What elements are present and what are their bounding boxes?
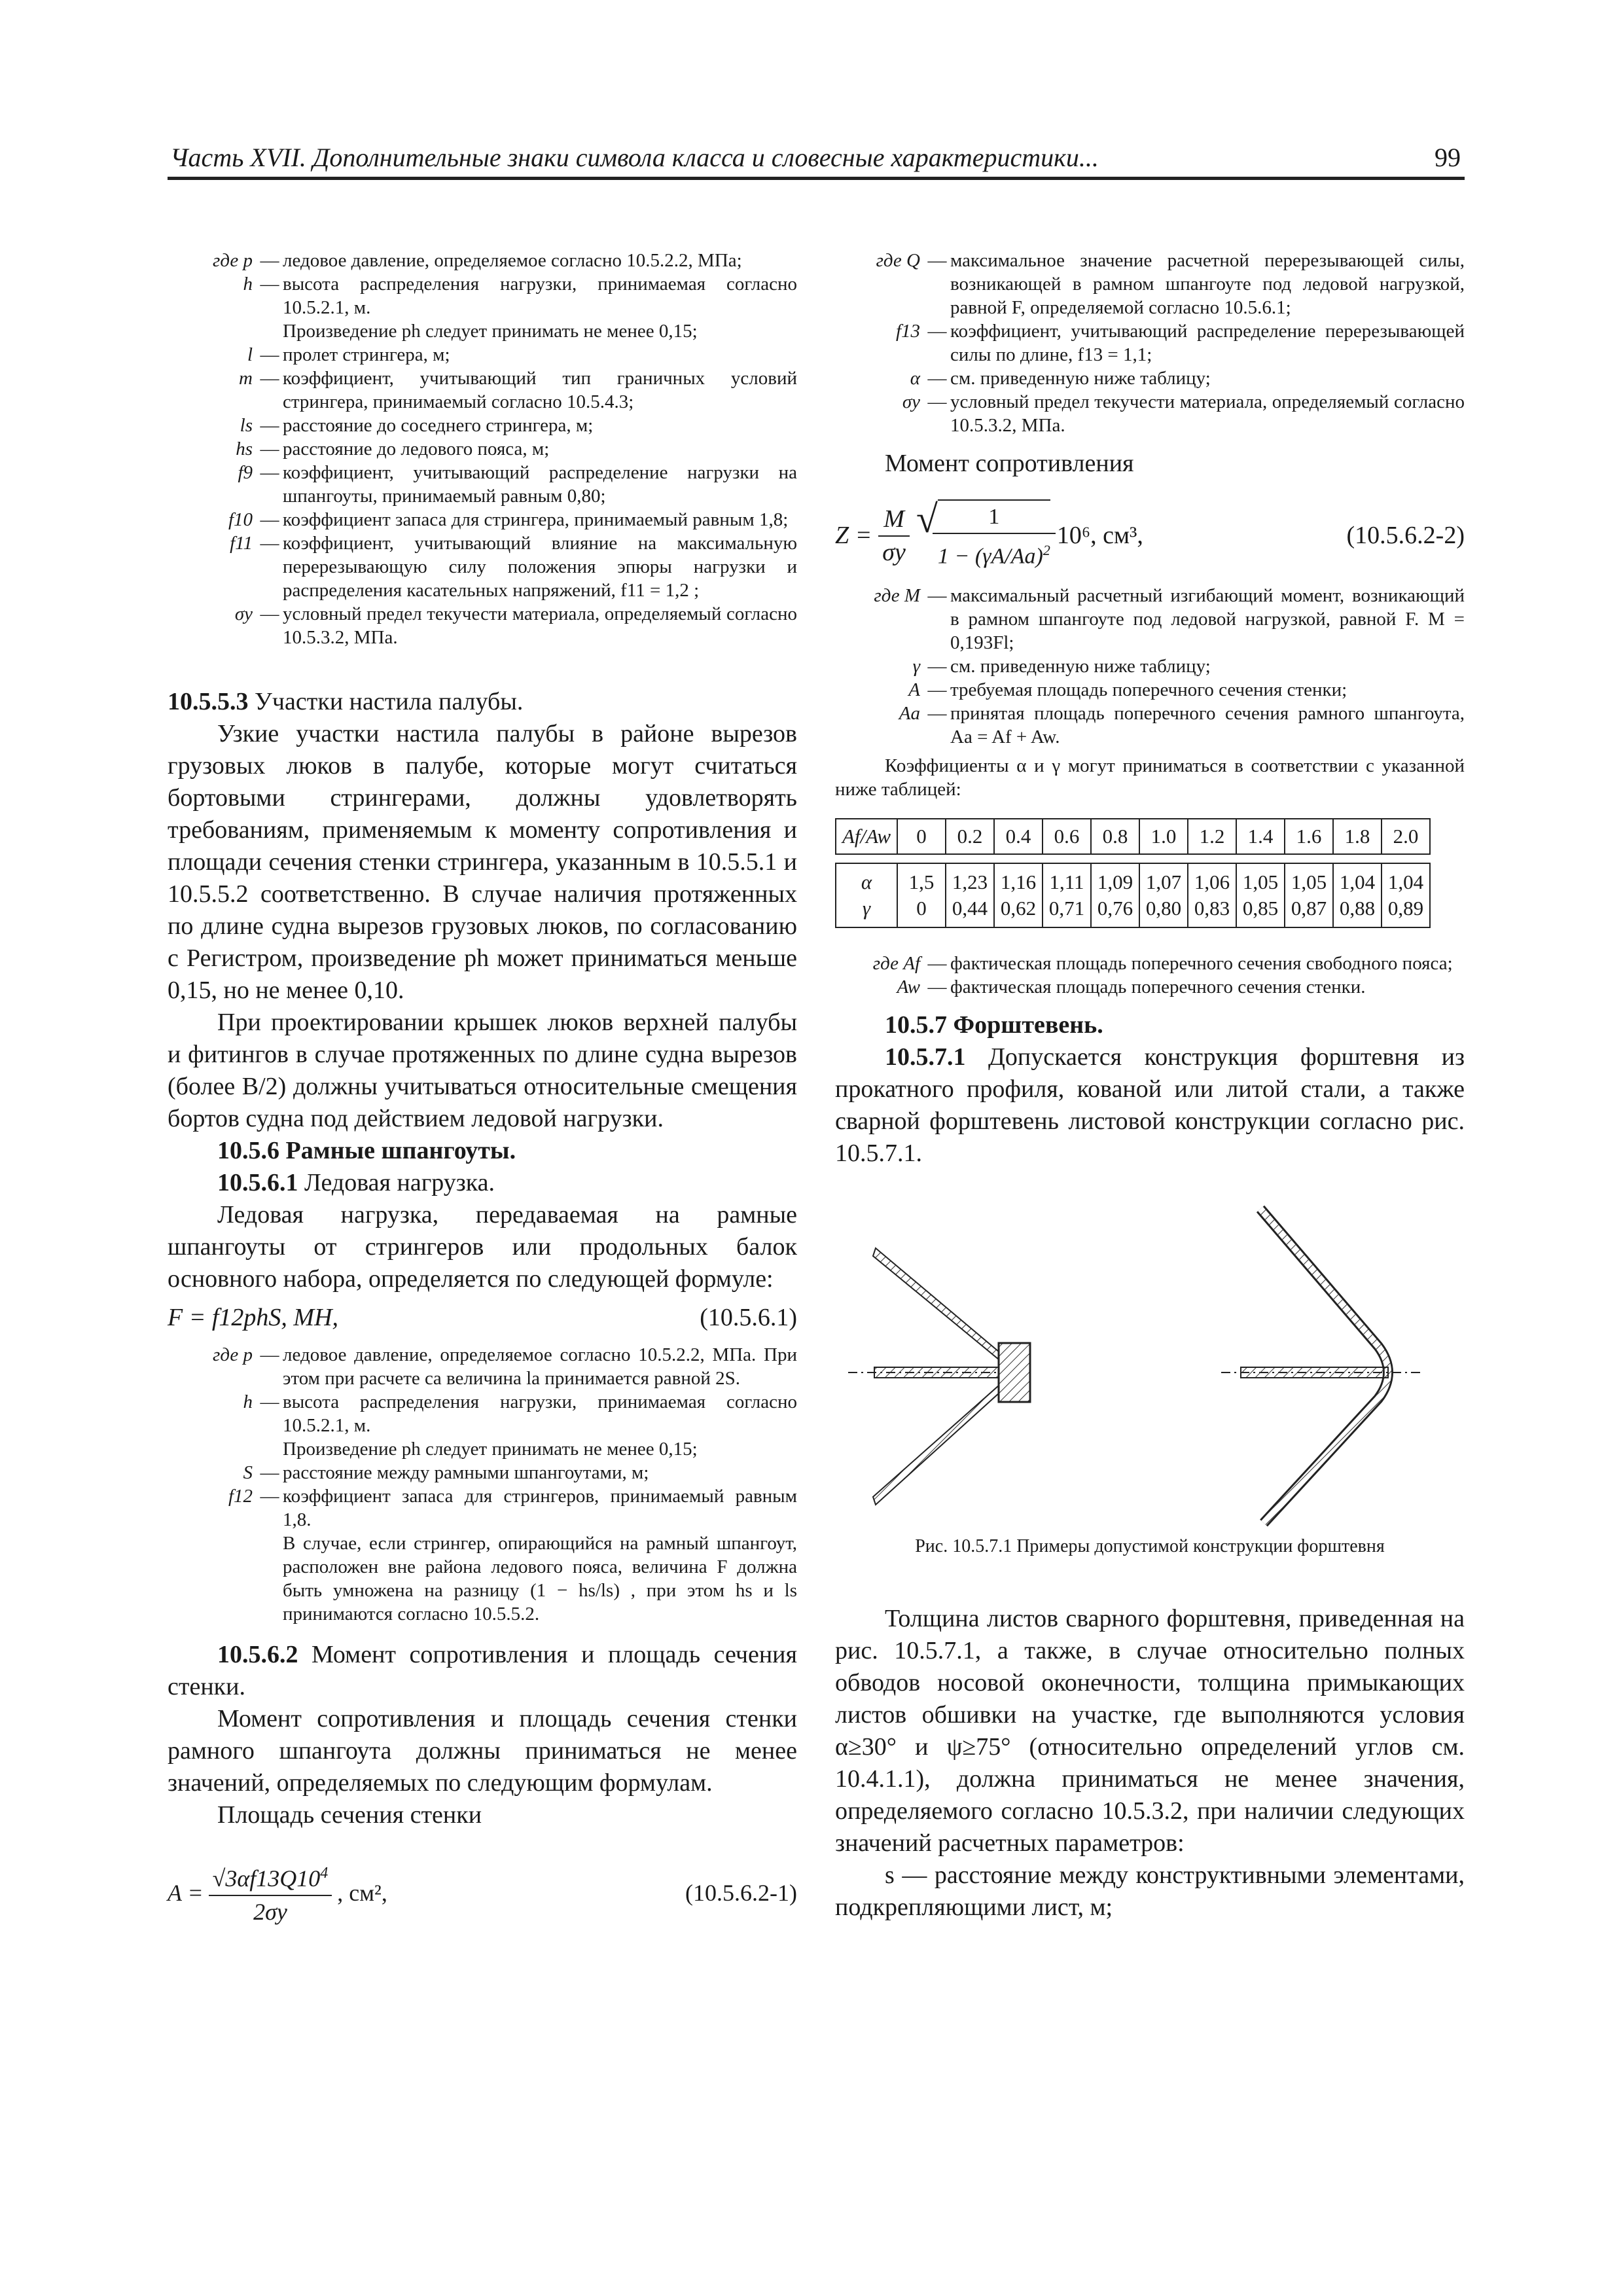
definition-text: условный предел текучести материала, определяемый согласно 10.5.3.2, МПа. (283, 603, 797, 648)
table-cell: 0,88 (1333, 895, 1382, 927)
page-number: 99 (1435, 143, 1461, 172)
gap-cell (1382, 854, 1430, 863)
definition-symbol: m (239, 368, 253, 389)
defs-body (835, 952, 1465, 999)
table-cell: 2.0 (1382, 819, 1430, 854)
paragraph: Толщина листов сварного форштевня, приведенная на рис. 10.5.7.1, а также, в случае относительно полных обводов носовой оконечности, толщина примыкающих листов обшивки на участке, где выполняются условия α≥30° и ψ≥75° (относительно определений углов см. 10.4.1.1), должна приниматься не менее значения, определяемого согласно 10.5.3.2, при наличии следующих значений расчетных параметров: (835, 1605, 1465, 1857)
table-cell: 0 (897, 819, 946, 854)
definition-text: коэффициент запаса для стрингера, принимаемый равным 1,8; (283, 509, 789, 530)
table-cell: 0,89 (1382, 895, 1430, 927)
definition-symbol (168, 1532, 257, 1626)
definition-text: см. приведенную ниже таблицу; (950, 368, 1211, 389)
formula-10-5-6-1 (168, 1302, 797, 1334)
table-cell: 0,83 (1188, 895, 1236, 927)
definition-text: расстояние до соседнего стрингера, м; (283, 415, 594, 436)
definition-item (835, 249, 1465, 319)
table-cell: 0,71 (1043, 895, 1091, 927)
definition-symbol: S (243, 1462, 253, 1483)
section-heading-10-5-6-2 (168, 1639, 797, 1703)
gap-cell (946, 854, 994, 863)
paragraph: s — расстояние между конструктивными элементами, подкрепляющими лист, м; (835, 1861, 1465, 1922)
table-cell: 0 (897, 895, 946, 927)
table-cell: γ (836, 895, 897, 927)
definition-symbol: γ (912, 656, 920, 677)
definition-item (168, 1461, 797, 1484)
fraction-numerator (209, 1857, 332, 1896)
fraction-denominator: σy (882, 538, 906, 566)
definition-dash: — (927, 679, 947, 701)
gap-cell (1188, 854, 1236, 863)
definition-text: коэффициент, учитывающий тип граничных условий стрингера, принимаемый согласно 10.5.4.3; (283, 368, 797, 412)
definition-symbol: l (247, 344, 253, 365)
definition-item (835, 584, 1465, 655)
paragraph: При проектировании крышек люков верхней палубы и фитингов в случае протяженных по длине судна вырезов (более B/2) должны учитываться относительные смещения бортов судна под действием ледовой нагрузки. (168, 1009, 797, 1132)
radical-denominator (938, 534, 1050, 572)
definition-dash: — (260, 274, 279, 295)
table-cell: 1,04 (1333, 863, 1382, 895)
gap-cell (897, 854, 946, 863)
table-cell: 0,76 (1091, 895, 1139, 927)
definition-text: коэффициент, учитывающий распределение нагрузки на шпангоуты, принимаемый равным 0,80; (283, 462, 797, 507)
fraction (878, 503, 910, 569)
definition-dash: — (260, 462, 279, 483)
table-cell: 0,80 (1139, 895, 1188, 927)
defs-body (168, 1343, 797, 1626)
definition-item (835, 975, 1465, 999)
definition-item (168, 437, 797, 461)
defs-body (835, 249, 1465, 437)
definition-dash: — (927, 977, 947, 998)
curved-stem-inner (1260, 1209, 1388, 1523)
definitions-list-4 (835, 584, 1465, 749)
section-heading-10-5-6-1 (168, 1167, 797, 1199)
defs-body (835, 584, 1465, 749)
definition-item (168, 343, 797, 367)
table-cell: 0,62 (994, 895, 1043, 927)
definition-item (168, 1437, 797, 1461)
curved-stem-hatch (1260, 1209, 1388, 1523)
numerator-text: √3αf13Q10 (212, 1865, 321, 1892)
definitions-list-3 (835, 249, 1465, 437)
table-cell: 1,16 (994, 863, 1043, 895)
definition-dash: — (927, 953, 947, 975)
definition-symbol: h (243, 1391, 253, 1412)
definition-item (835, 952, 1465, 975)
definition-text: максимальный расчетный изгибающий момент, возникающий в рамном шпангоуте под ледовой нагрузкой, равной F. M = 0,193Fl; (950, 585, 1465, 654)
definition-text: ледовое давление, определяемое согласно 10.5.2.2, МПа. При этом при расчете ca величина la принимается равной 2S. (283, 1344, 797, 1389)
table-cell: 0,85 (1236, 895, 1285, 927)
definition-text: Произведение ph следует принимать не менее 0,15; (283, 321, 698, 342)
table-cell: 1,5 (897, 863, 946, 895)
definition-symbol: f9 (238, 462, 253, 483)
definition-text: ледовое давление, определяемое согласно 10.5.2.2, МПа; (283, 250, 742, 271)
definition-item (168, 367, 797, 414)
moment-label: Момент сопротивления (885, 450, 1134, 477)
definition-symbol: h (243, 274, 253, 295)
definition-dash: — (260, 1462, 279, 1483)
definition-dash: — (927, 391, 947, 412)
stiffener-plate (874, 1367, 999, 1378)
radical-denominator-exponent: 2 (1043, 542, 1050, 558)
definition-symbol: где p (213, 1344, 253, 1365)
table-cell: 1.0 (1139, 819, 1188, 854)
definition-item (835, 655, 1465, 678)
definition-dash: — (927, 250, 947, 271)
table-row (836, 895, 1430, 927)
formula-unit: , см², (337, 1879, 387, 1906)
defs-body (168, 249, 797, 649)
formula-label: (10.5.6.1) (700, 1304, 797, 1331)
table-gap (836, 854, 1430, 863)
fraction-denominator: 2σy (253, 1899, 287, 1925)
definition-item (835, 702, 1465, 749)
gap-cell (1091, 854, 1139, 863)
section-10-5-7-1 (835, 1041, 1465, 1170)
formula-label: (10.5.6.2-1) (685, 1879, 797, 1906)
definition-text: требуемая площадь поперечного сечения стенки; (950, 679, 1347, 701)
section-number: 10.5.5.3 (168, 688, 249, 715)
table-cell: 1,07 (1139, 863, 1188, 895)
section-heading-10-5-7: 10.5.7 Форштевень. (885, 1011, 1103, 1039)
definition-text: коэффициент запаса для стрингеров, принимаемый равным 1,8. (283, 1486, 797, 1530)
section-text: Допускается конструкция форштевня из прокатного профиля, кованой или литой стали, а также сварной форштевень листовой конструкции согласно рис. 10.5.7.1. (835, 1043, 1465, 1168)
table-cell: 1.2 (1188, 819, 1236, 854)
coefficients-note: Коэффициенты α и γ могут приниматься в соответствии с указанной ниже таблицей: (835, 755, 1465, 800)
shell-plate-lower (873, 1386, 999, 1505)
definition-dash: — (927, 585, 947, 607)
definition-symbol: ls (240, 415, 253, 436)
definition-item (168, 319, 797, 343)
fraction-numerator: M (878, 503, 910, 537)
table-cell: 1,05 (1236, 863, 1285, 895)
radical-fraction (938, 499, 1050, 572)
definition-symbol (168, 319, 257, 343)
definition-item (168, 508, 797, 531)
stiffener-plate (1241, 1367, 1388, 1378)
definition-item (168, 1390, 797, 1437)
definition-item (168, 1532, 797, 1626)
table-row (836, 819, 1430, 854)
formula-expression: F = f12phS, МН, (168, 1304, 339, 1331)
paragraph: Момент сопротивления и площадь сечения стенки рамного шпангоута должны приниматься не менее значений, определяемых по следующим формулам. (168, 1705, 797, 1797)
definition-symbol: где Q (876, 250, 920, 271)
table-cell: 1.8 (1333, 819, 1382, 854)
table-cell: α (836, 863, 897, 895)
definition-text: см. приведенную ниже таблицу; (950, 656, 1211, 677)
definition-item (835, 319, 1465, 367)
definition-text: высота распределения нагрузки, принимаемая согласно 10.5.2.1, м. (283, 1391, 797, 1436)
definition-text: Произведение ph следует принимать не менее 0,15; (283, 1439, 698, 1460)
definition-text: фактическая площадь поперечного сечения свободного пояса; (950, 953, 1453, 975)
table-cell: 1,11 (1043, 863, 1091, 895)
stem-drawings (835, 1196, 1465, 1530)
stem-bar (999, 1343, 1030, 1402)
gap-cell (1139, 854, 1188, 863)
definition-dash (257, 1532, 283, 1626)
definition-dash: — (260, 603, 279, 624)
definition-item (835, 390, 1465, 437)
definition-symbol: α (910, 368, 920, 389)
numerator-exponent: 4 (320, 1865, 329, 1882)
radical-numerator: 1 (933, 501, 1056, 534)
definition-symbol: σy (902, 391, 920, 412)
section-number: 10.5.6.2 (217, 1641, 298, 1668)
definition-symbol: где Af (872, 953, 920, 975)
coefficient-table (835, 818, 1431, 928)
table-cell: 1.4 (1236, 819, 1285, 854)
coefficient-table-body (836, 819, 1430, 927)
definition-item (835, 678, 1465, 702)
forged-stem-drawing (848, 1248, 1030, 1505)
formula-label: (10.5.6.2-2) (1346, 522, 1465, 550)
left-column (168, 249, 797, 1928)
definition-symbol: Aw (897, 977, 920, 998)
definition-text: расстояние между рамными шпангоутами, м; (283, 1462, 649, 1483)
definition-dash: — (260, 368, 279, 389)
definition-symbol: A (908, 679, 920, 701)
section-number: 10.5.6.1 (217, 1169, 298, 1196)
section-number: 10.5.7.1 (885, 1043, 966, 1071)
curved-stem-plate (1260, 1209, 1388, 1523)
definition-item (168, 461, 797, 508)
table-cell: 0.6 (1043, 819, 1091, 854)
definition-dash: — (927, 656, 947, 677)
definition-dash: — (260, 415, 279, 436)
table-cell: 1,05 (1285, 863, 1333, 895)
definition-dash: — (927, 321, 947, 342)
definition-item (835, 367, 1465, 390)
gap-cell (1236, 854, 1285, 863)
definition-item (168, 272, 797, 319)
section-heading-10-5-6: 10.5.6 Рамные шпангоуты. (217, 1137, 516, 1164)
paragraph: Узкие участки настила палубы в районе вырезов грузовых люков в палубе, которые могут считаться бортовыми стрингерами, должны удовлетворять требованиям, применяемым к моменту сопротивления и площади сечения стенки стрингера, указанным в 10.5.5.1 и 10.5.5.2 соответственно. В случае наличия протяженных по длине судна вырезов грузовых люков, по согласованию с Регистром, произведение ph может приниматься меньше 0,15, но не менее 0,10. (168, 720, 797, 1004)
running-title: Часть XVII. Дополнительные знаки символа класса и словесные характеристики... (170, 143, 1099, 172)
table-cell: 1,09 (1091, 863, 1139, 895)
definition-dash: — (927, 703, 947, 725)
definition-symbol: где p (213, 250, 253, 271)
definition-symbol: f13 (895, 321, 920, 342)
figure-stem-examples (835, 1196, 1465, 1530)
definition-symbol: f10 (228, 509, 253, 530)
radical-sign: √ (916, 497, 938, 541)
definition-item (168, 1484, 797, 1532)
definition-dash: — (260, 1486, 279, 1507)
definition-text: расстояние до ледового пояса, м; (283, 439, 550, 459)
right-column (835, 249, 1465, 1924)
definition-dash: — (260, 1344, 279, 1365)
definition-symbol (168, 1437, 257, 1461)
definition-text: условный предел текучести материала, определяемый согласно 10.5.3.2, МПа. (950, 391, 1465, 436)
definition-item (168, 414, 797, 437)
definition-text: пролет стрингера, м; (283, 344, 450, 365)
definition-dash: — (260, 344, 279, 365)
definition-dash: — (260, 250, 279, 271)
shell-plate-upper (873, 1248, 999, 1359)
paragraph: Площадь сечения стенки (217, 1801, 482, 1829)
definition-item (168, 249, 797, 272)
section-title: Момент сопротивления и площадь сечения стенки. (168, 1641, 797, 1700)
definition-dash: — (260, 533, 279, 554)
definition-symbol: hs (236, 439, 253, 459)
definition-dash: — (927, 368, 947, 389)
formula-expression (835, 499, 1143, 572)
figure-caption: Рис. 10.5.7.1 Примеры допустимой конструкции форштевня (915, 1536, 1385, 1557)
definition-item (168, 602, 797, 649)
gap-cell (1043, 854, 1091, 863)
definitions-list-1 (168, 249, 797, 649)
formula-lhs: Z = (835, 522, 872, 550)
definition-symbol: σy (234, 603, 253, 624)
definition-dash: — (260, 1391, 279, 1412)
table-cell: 0,44 (946, 895, 994, 927)
definition-symbol: f11 (230, 533, 253, 554)
gap-cell (1285, 854, 1333, 863)
fraction (209, 1857, 332, 1928)
definitions-list-2 (168, 1343, 797, 1626)
table-cell: Af/Aw (836, 819, 897, 854)
definition-symbol: Aa (899, 703, 920, 725)
definition-item (168, 531, 797, 602)
section-title: Участки настила палубы. (248, 688, 524, 715)
radical-denominator-text: 1 − (γA/Aa) (937, 544, 1043, 569)
formula-tail: 10⁶, см³, (1056, 522, 1143, 550)
formula-expression (168, 1857, 387, 1928)
table-cell: 1,06 (1188, 863, 1236, 895)
table-cell: 0.4 (994, 819, 1043, 854)
definition-text: коэффициент, учитывающий распределение перерезывающей силы по длине, f13 = 1,1; (950, 321, 1465, 365)
table-cell: 1,23 (946, 863, 994, 895)
definition-dash (257, 319, 283, 343)
table-cell: 0.8 (1091, 819, 1139, 854)
table-cell: 1.6 (1285, 819, 1333, 854)
section-title: Ледовая нагрузка. (298, 1169, 495, 1196)
formula-lhs: A = (168, 1879, 204, 1906)
definition-text: В случае, если стрингер, опирающийся на рамный шпангоут, расположен вне района ледового пояса, величина F должна быть умножена на разницу (1 − hs/ls) , при этом hs и ls принимаются согласно 10.5.5.2. (283, 1533, 797, 1624)
definitions-list-5 (835, 952, 1465, 999)
table-cell: 0,87 (1285, 895, 1333, 927)
table-row (836, 863, 1430, 895)
definition-dash: — (260, 509, 279, 530)
definition-item (168, 1343, 797, 1390)
paragraph: Ледовая нагрузка, передаваемая на рамные шпангоуты от стрингеров или продольных балок основного набора, определяется по следующей формуле: (168, 1201, 797, 1293)
definition-dash (257, 1437, 283, 1461)
definition-text: принятая площадь поперечного сечения рамного шпангоута, Aa = Af + Aw. (950, 703, 1465, 748)
table-cell: 1,04 (1382, 863, 1430, 895)
gap-cell (994, 854, 1043, 863)
definition-dash: — (260, 439, 279, 459)
radical (916, 499, 1050, 572)
definition-text: высота распределения нагрузки, принимаемая согласно 10.5.2.1, м. (283, 274, 797, 318)
definition-text: максимальное значение расчетной перерезывающей силы, возникающей в рамном шпангоуте под ледовой нагрузкой, равной F, определяемой согласно 10.5.6.1; (950, 250, 1465, 318)
formula-10-5-6-2-1 (168, 1857, 797, 1928)
definition-symbol: где M (874, 585, 920, 607)
gap-cell (836, 854, 897, 863)
section-heading-10-5-5-3 (168, 686, 797, 718)
definition-text: коэффициент, учитывающий влияние на максимальную перерезывающую силу положения эпюры нагрузки и распределения касательных напряжений, f11 = 1,2 ; (283, 533, 797, 601)
welded-stem-drawing (1221, 1209, 1424, 1523)
formula-10-5-6-2-2 (835, 499, 1465, 572)
page-header (168, 143, 1465, 180)
table-cell: 0.2 (946, 819, 994, 854)
definition-symbol: f12 (228, 1486, 253, 1507)
gap-cell (1333, 854, 1382, 863)
definition-text: фактическая площадь поперечного сечения стенки. (950, 977, 1366, 998)
